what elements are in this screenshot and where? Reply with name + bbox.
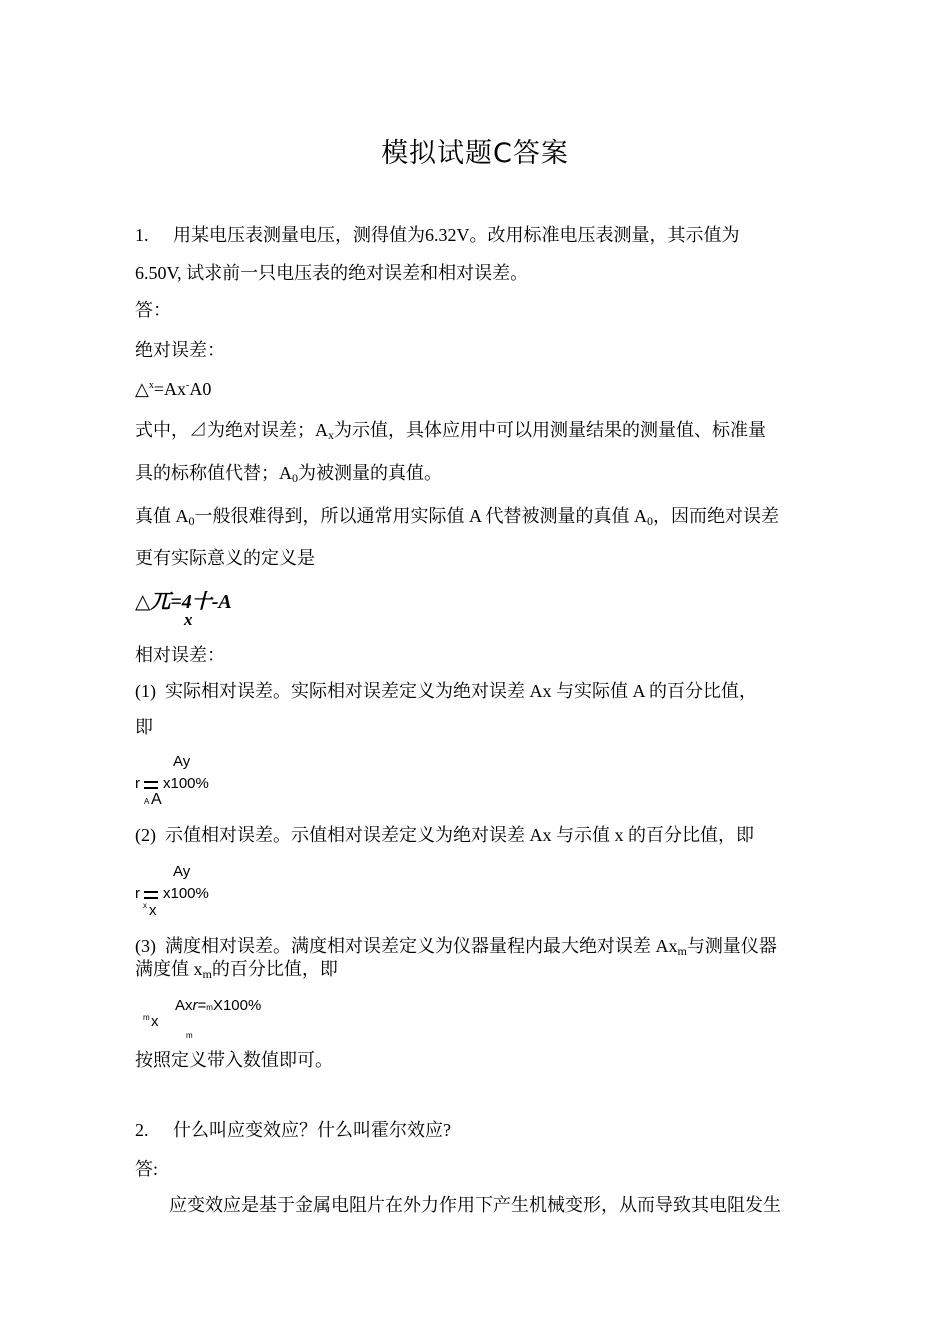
explanation-3b: 一般很难得到，所以通常用实际值 A 代替被测量的真值 A bbox=[194, 506, 648, 526]
formula-3-bar-bottom bbox=[144, 787, 158, 789]
formula-5-r: r bbox=[192, 997, 198, 1014]
explanation-2a: 具的标称值代替；A bbox=[135, 463, 292, 483]
formula-4-bar-top bbox=[144, 891, 158, 893]
formula-4-numerator: Ay bbox=[173, 863, 191, 880]
formula-3-bar-top bbox=[144, 781, 158, 783]
question-1-line-2: 6.50V, 试求前一只电压表的绝对误差和相对误差。 bbox=[135, 263, 529, 283]
explanation-1-sub: x bbox=[328, 428, 334, 442]
explanation-2b: 为被测量的真值。 bbox=[298, 463, 442, 483]
formula-sup-2: - bbox=[186, 380, 190, 391]
formula-absolute-error bbox=[135, 380, 211, 398]
explanation-2-sub: 0 bbox=[292, 471, 298, 485]
explanation-line-2 bbox=[135, 464, 442, 484]
explanation-3-sub-1: 0 bbox=[188, 514, 195, 528]
item-3-line-2a: 满度值 x bbox=[135, 959, 203, 979]
explanation-line-1 bbox=[135, 421, 766, 441]
formula-3-numerator: Ay bbox=[173, 753, 191, 770]
item-3-line-2-sub: m bbox=[202, 967, 212, 981]
item-2-label: (2) bbox=[135, 825, 156, 845]
item-1-label: (1) bbox=[135, 681, 156, 701]
explanation-line-4: 更有实际意义的定义是 bbox=[135, 548, 315, 568]
question-2-answer-label: 答: bbox=[135, 1159, 159, 1179]
formula-5-body bbox=[175, 998, 261, 1013]
item-3-line-2 bbox=[135, 960, 338, 980]
formula-body: =Ax bbox=[153, 379, 186, 399]
formula-sup: x bbox=[148, 380, 154, 391]
item-3-text bbox=[165, 937, 777, 957]
formula-triangle: △ bbox=[135, 379, 149, 399]
question-1-number: 1. bbox=[135, 225, 149, 245]
question-1-line-1: 用某电压表测量电压，测得值为6.32V。改用标准电压表测量，其示值为 bbox=[173, 225, 740, 245]
formula-5-sub: m bbox=[206, 1003, 213, 1012]
explanation-1a: 式中，⊿为绝对误差；A bbox=[135, 420, 328, 440]
formula-tail: A0 bbox=[189, 379, 212, 399]
relative-error-heading: 相对误差： bbox=[135, 645, 225, 665]
item-1-continuation: 即 bbox=[135, 717, 153, 737]
item-3-text-a: 满度相对误差。满度相对误差定义为仪器量程内最大绝对误差 Ax bbox=[165, 936, 678, 956]
formula-5-percent: X100% bbox=[212, 997, 262, 1014]
formula-actual-definition-sub: x bbox=[184, 610, 193, 629]
item-2-text: 示值相对误差。示值相对误差定义为绝对误差 Ax 与示值 x 的百分比值，即 bbox=[165, 825, 754, 845]
conclusion-text: 按照定义带入数值即可。 bbox=[135, 1050, 333, 1070]
formula-5-left-small: m bbox=[143, 1013, 150, 1022]
formula-3-rhs: x100% bbox=[163, 775, 209, 792]
formula-actual-definition: △兀=4十-A bbox=[135, 591, 232, 613]
formula-3-below-small: A bbox=[144, 797, 150, 806]
absolute-error-heading: 绝对误差： bbox=[135, 340, 225, 360]
formula-3-below: A bbox=[151, 791, 162, 808]
formula-4-lhs: r bbox=[135, 885, 140, 902]
question-2-answer-line-1: 应变效应是基于金属电阻片在外力作用下产生机械变形，从而导致其电阻发生 bbox=[169, 1195, 781, 1215]
item-3-line-2b: 的百分比值，即 bbox=[211, 959, 338, 979]
item-1-text: 实际相对误差。实际相对误差定义为绝对误差 Ax 与实际值 A 的百分比值， bbox=[165, 681, 758, 701]
question-2-text: 什么叫应变效应？什么叫霍尔效应? bbox=[173, 1120, 451, 1140]
formula-4-below: x bbox=[149, 902, 157, 919]
formula-5-eq: = bbox=[197, 997, 207, 1014]
explanation-line-3 bbox=[135, 507, 779, 527]
formula-5-ax: Ax bbox=[175, 997, 193, 1014]
formula-5-left: x bbox=[151, 1013, 159, 1030]
formula-3-lhs: r bbox=[135, 775, 140, 792]
explanation-1b: 为示值，具体应用中可以用测量结果的测量值、标准量 bbox=[334, 420, 766, 440]
explanation-3c: ，因而绝对误差 bbox=[653, 506, 780, 526]
explanation-3-sub-2: 0 bbox=[647, 514, 654, 528]
formula-5-below: m bbox=[186, 1031, 193, 1040]
item-3-text-b: 与测量仪器 bbox=[686, 936, 777, 956]
question-2-number: 2. bbox=[135, 1120, 149, 1140]
item-3-sub: m bbox=[677, 944, 687, 958]
answer-label: 答： bbox=[135, 300, 171, 320]
formula-4-rhs: x100% bbox=[163, 885, 209, 902]
formula-4-below-small: x bbox=[143, 901, 147, 910]
item-3-label: (3) bbox=[135, 936, 156, 956]
formula-4-bar-bottom bbox=[144, 897, 158, 899]
explanation-3a: 真值 A bbox=[135, 506, 189, 526]
page-title: 模拟试题C答案 bbox=[381, 138, 569, 169]
